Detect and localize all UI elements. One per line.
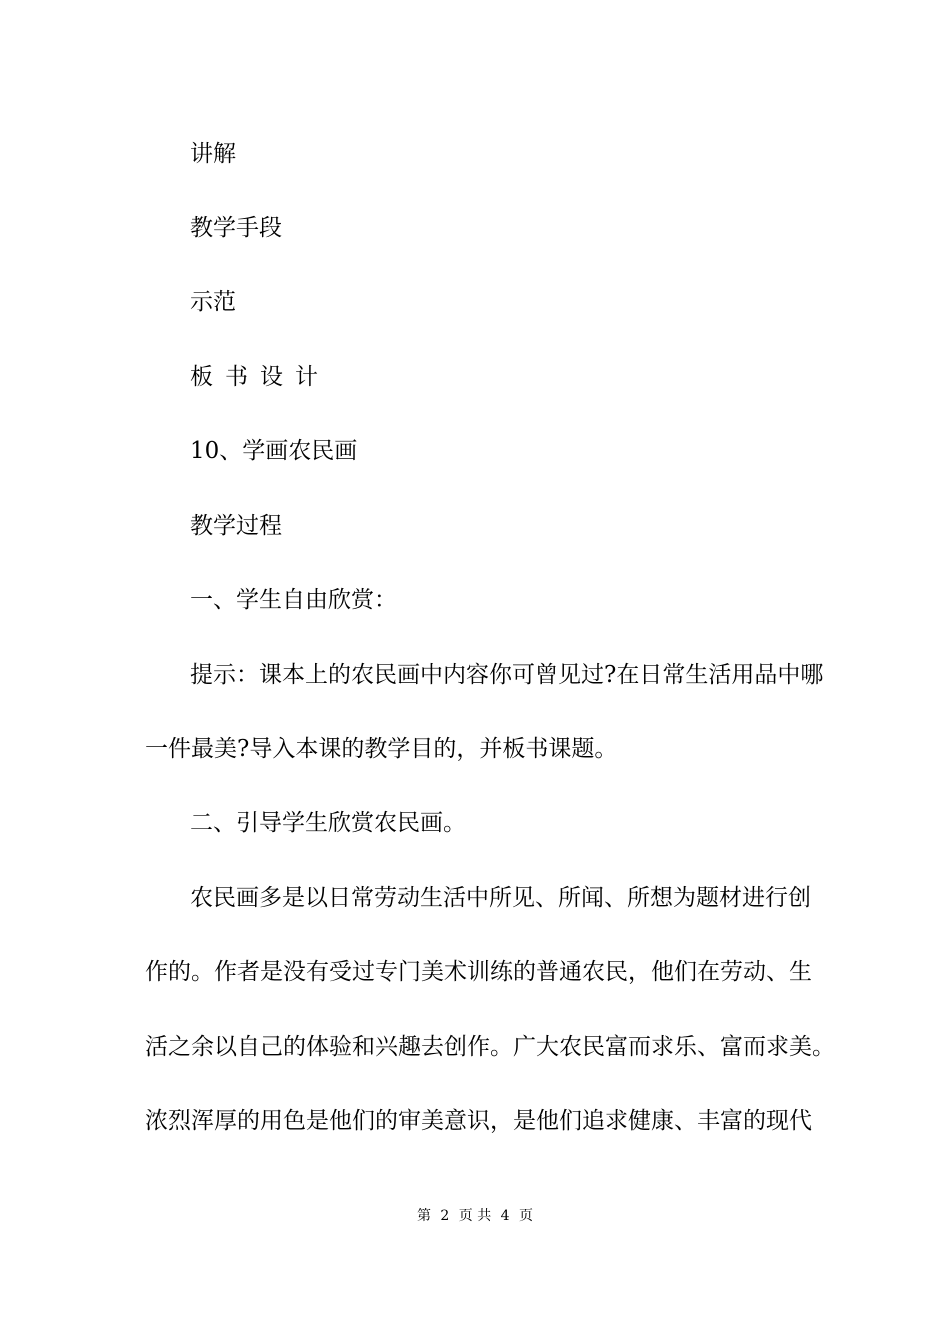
line-paragraph-4: 浓烈浑厚的用色是他们的审美意识，是他们追求健康、丰富的现代: [145, 1108, 812, 1134]
line-section-one: 一、学生自由欣赏：: [190, 587, 397, 613]
line-hint: 提示：课本上的农民画中内容你可曾见过?在日常生活用品中哪: [190, 662, 824, 688]
line-teaching-process: 教学过程: [190, 513, 282, 539]
line-jiangjie: 讲解: [190, 141, 236, 167]
line-paragraph-2: 作的。作者是没有受过专门美术训练的普通农民，他们在劳动、生: [145, 959, 812, 985]
line-section-two: 二、引导学生欣赏农民画。: [190, 810, 466, 836]
footer-middle: 页 共: [458, 1208, 492, 1224]
footer-suffix: 页: [519, 1208, 534, 1224]
line-lesson-title: 10、学画农民画: [190, 438, 358, 464]
line-paragraph-1: 农民画多是以日常劳动生活中所见、所闻、所想为题材进行创: [190, 885, 811, 911]
line-board-design: 板书设计: [190, 364, 330, 390]
footer-prefix: 第: [416, 1208, 431, 1224]
footer-page-number: 2: [440, 1208, 450, 1224]
line-demonstration: 示范: [190, 289, 236, 315]
page-footer: [0, 1206, 950, 1226]
line-hint-continued: 一件最美?导入本课的教学目的，并板书课题。: [145, 736, 618, 762]
line-teaching-means: 教学手段: [190, 215, 282, 241]
line-paragraph-3: 活之余以自己的体验和兴趣去创作。广大农民富而求乐、富而求美。: [145, 1034, 835, 1060]
footer-total-pages: 4: [500, 1208, 510, 1224]
